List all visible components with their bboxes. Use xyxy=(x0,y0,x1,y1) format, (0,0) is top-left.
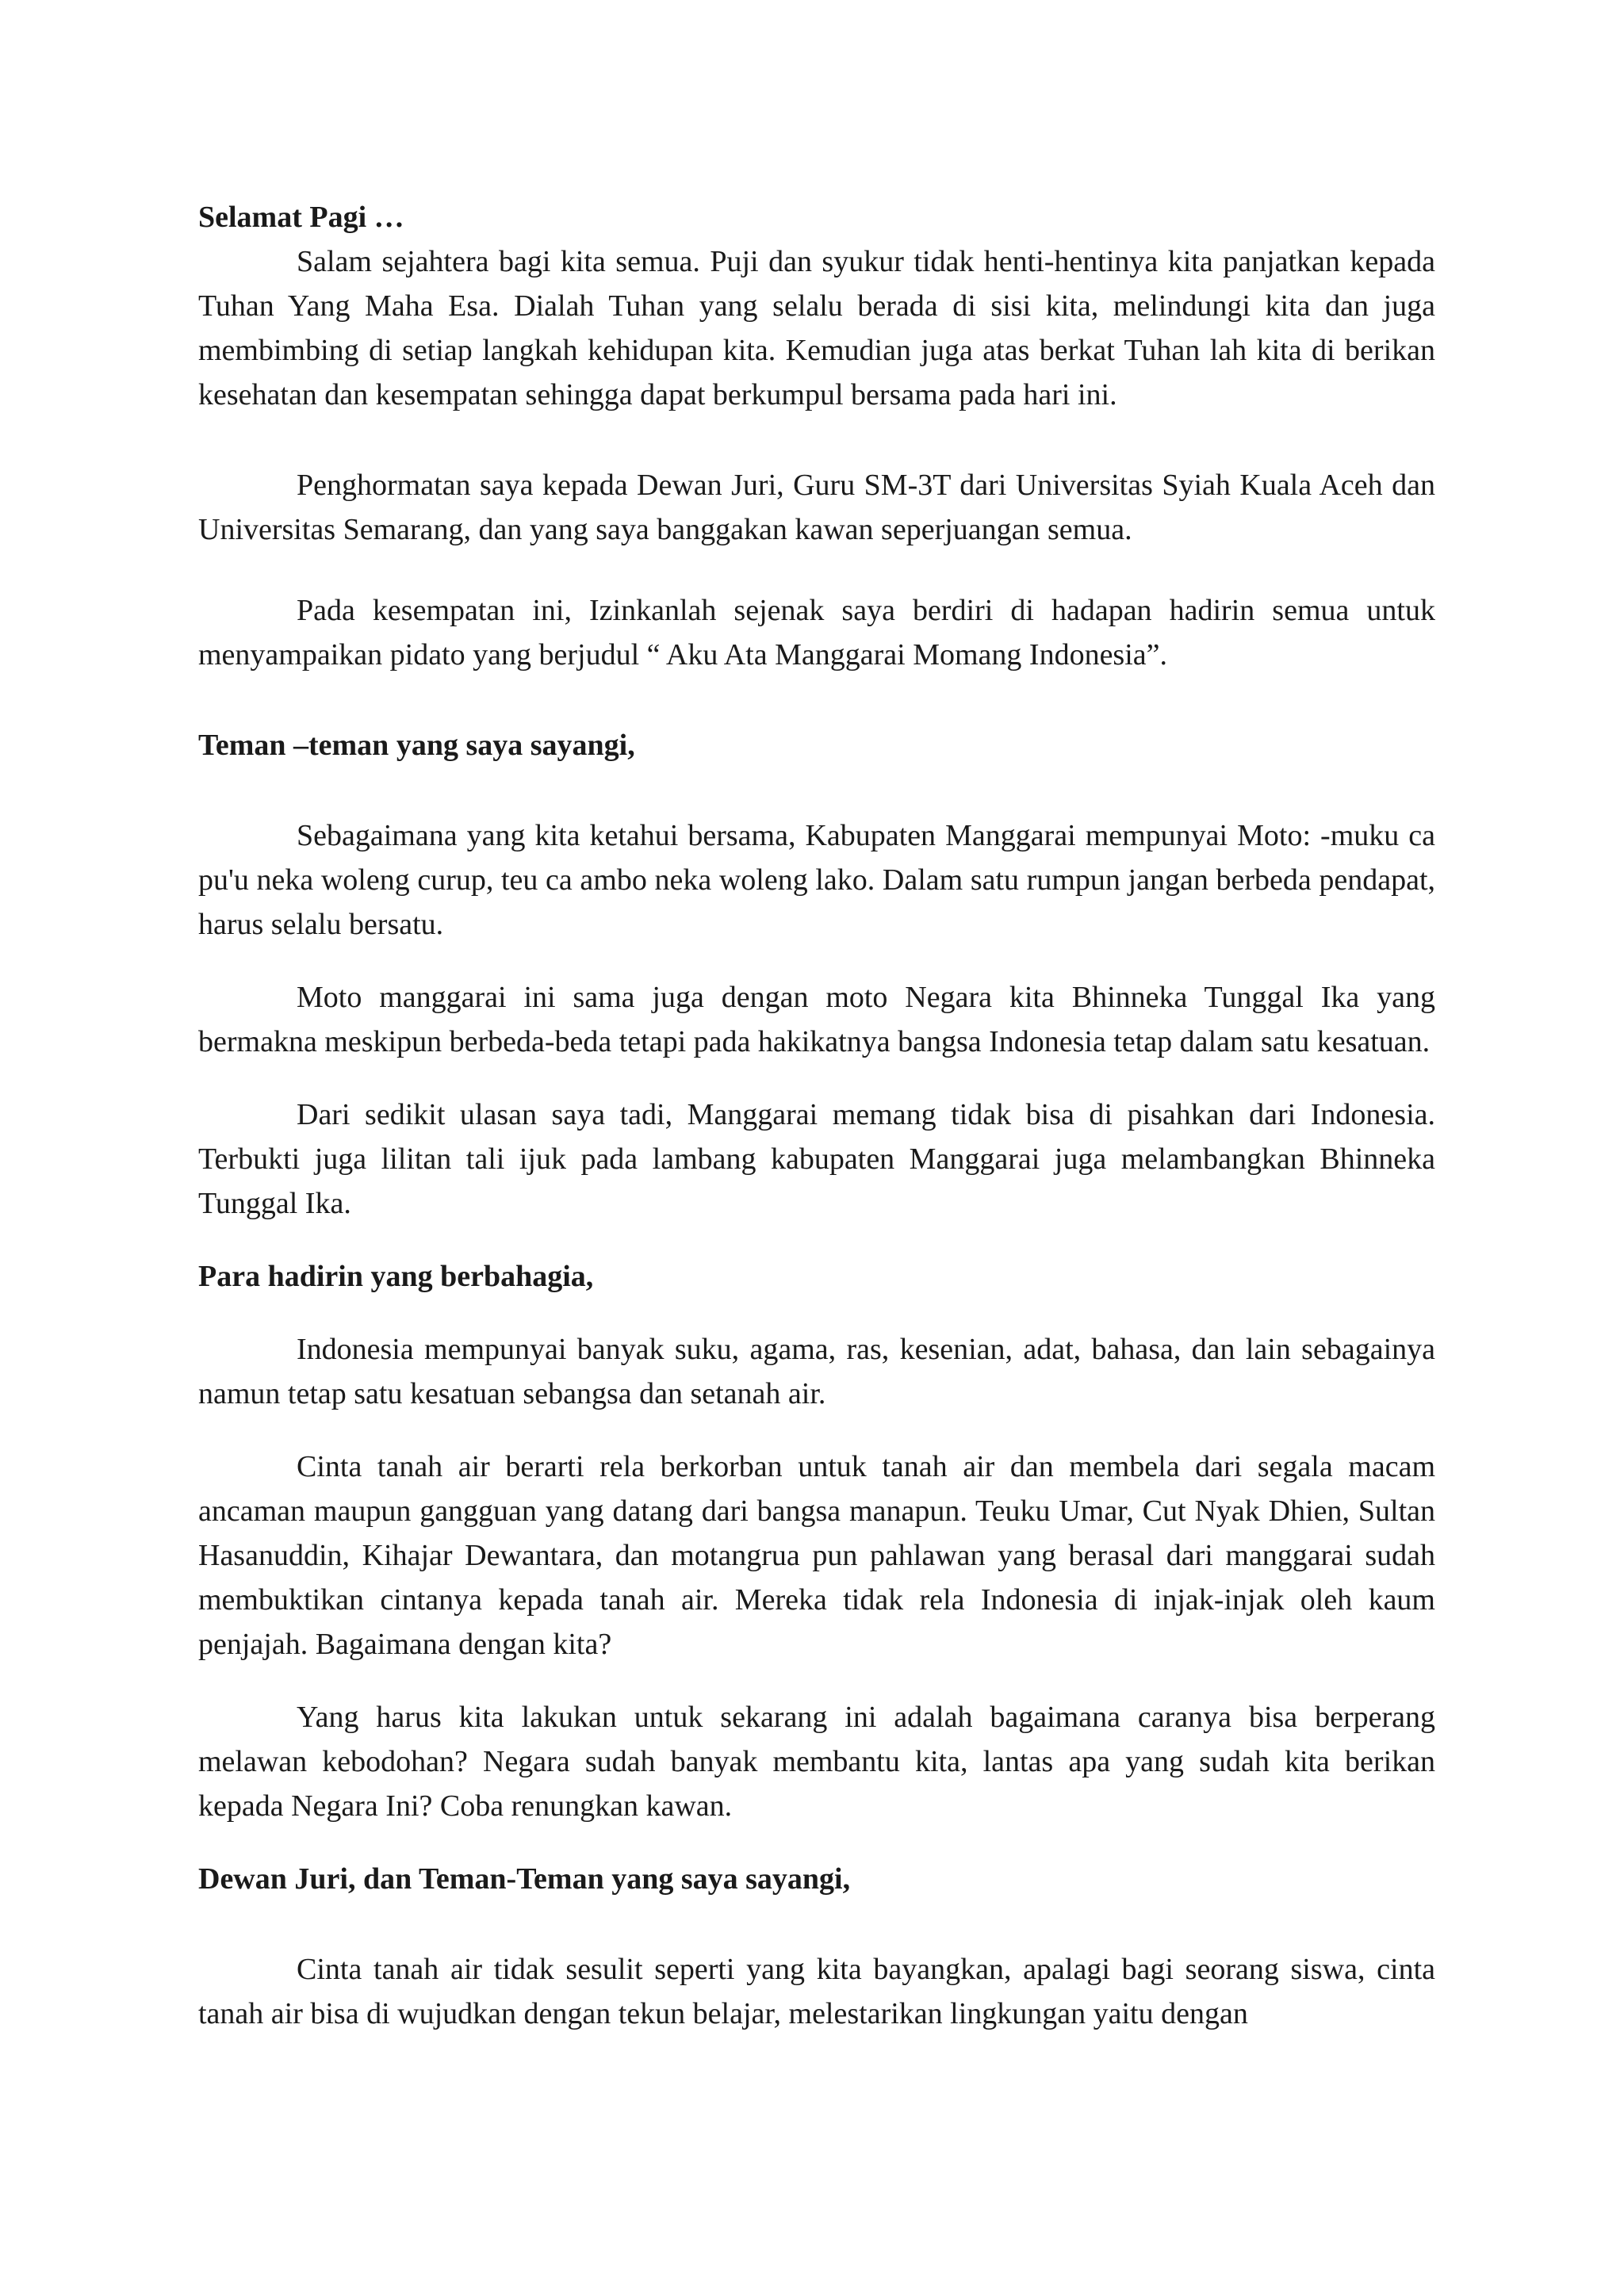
paragraph-task: Yang harus kita lakukan untuk sekarang ini adalah bagaimana caranya bisa berperang melawan kebodohan? Negara sudah banyak membantu kita, lantas apa yang sudah kita berikan kepada Negara Ini? Coba renungkan kawan. xyxy=(198,1701,1435,1823)
opening-heading: Selamat Pagi … xyxy=(198,201,404,234)
paragraph-motto: Sebagaimana yang kita ketahui bersama, Kabupaten Manggarai mempunyai Moto: -muku ca pu'u neka woleng curup, teu ca ambo neka woleng lako. Dalam satu rumpun jangan berbeda pendapat, harus selalu bersatu. xyxy=(198,819,1435,941)
spacer xyxy=(198,1901,1435,1947)
opening-paragraph: Salam sejahtera bagi kita semua. Puji dan syukur tidak henti-hentinya kita panjatkan kepada Tuhan Yang Maha Esa. Dialah Tuhan yang selalu berada di sisi kita, melindungi kita dan juga membimbing di setiap langkah kehidupan kita. Kemudian juga atas berkat Tuhan lah kita di berikan kesehatan dan kesempatan sehingga dapat berkumpul bersama pada hari ini. xyxy=(198,245,1435,411)
paragraph-student: Cinta tanah air tidak sesulit seperti yang kita bayangkan, apalagi bagi seorang siswa, cinta tanah air bisa di wujudkan dengan tekun belajar, melestarikan lingkungan yaitu dengan xyxy=(198,1953,1435,2030)
spacer xyxy=(198,1667,1435,1695)
paragraph-review: Dari sedikit ulasan saya tadi, Manggarai memang tidak bisa di pisahkan dari Indonesia. Terbukti juga lilitan tali ijuk pada lambang kabupaten Manggarai juga melambangkan Bhinneka Tunggal Ika. xyxy=(198,1098,1435,1220)
spacer xyxy=(198,1064,1435,1093)
spacer xyxy=(198,767,1435,813)
paragraph-diversity: Indonesia mempunyai banyak suku, agama, ras, kesenian, adat, bahasa, dan lain sebagainya namun tetap satu kesatuan sebangsa dan setanah air. xyxy=(198,1333,1435,1410)
heading-jury: Dewan Juri, dan Teman-Teman yang saya sayangi, xyxy=(198,1862,851,1896)
spacer xyxy=(198,552,1435,588)
paragraph-love: Cinta tanah air berarti rela berkorban untuk tanah air dan membela dari segala macam ancaman maupun gangguan yang datang dari bangsa manapun. Teuku Umar, Cut Nyak Dhien, Sultan Hasanuddin, Kihajar Dewantara, dan motangrua pun pahlawan yang berasal dari manggarai sudah membuktikan cintanya kepada tanah air. Mereka tidak rela Indonesia di injak-injak oleh kaum penjajah. Bagaimana dengan kita? xyxy=(198,1450,1435,1661)
paragraph-opportunity: Pada kesempatan ini, Izinkanlah sejenak saya berdiri di hadapan hadirin semua untuk menyampaikan pidato yang berjudul “ Aku Ata Manggarai Momang Indonesia”. xyxy=(198,594,1435,672)
speech-page xyxy=(198,195,1435,2036)
paragraph-respect: Penghormatan saya kepada Dewan Juri, Guru SM-3T dari Universitas Syiah Kuala Aceh dan Universitas Semarang, dan yang saya banggakan kawan seperjuangan semua. xyxy=(198,469,1435,546)
spacer xyxy=(198,1299,1435,1327)
spacer xyxy=(198,1828,1435,1857)
heading-audience: Para hadirin yang berbahagia, xyxy=(198,1260,594,1293)
spacer xyxy=(198,1226,1435,1254)
spacer xyxy=(198,1416,1435,1445)
spacer xyxy=(198,947,1435,975)
paragraph-motto-same: Moto manggarai ini sama juga dengan moto Negara kita Bhinneka Tunggal Ika yang bermakna meskipun berbeda-beda tetapi pada hakikatnya bangsa Indonesia tetap dalam satu kesatuan. xyxy=(198,981,1435,1058)
heading-friends: Teman –teman yang saya sayangi, xyxy=(198,729,635,762)
spacer xyxy=(198,677,1435,723)
spacer xyxy=(198,417,1435,463)
